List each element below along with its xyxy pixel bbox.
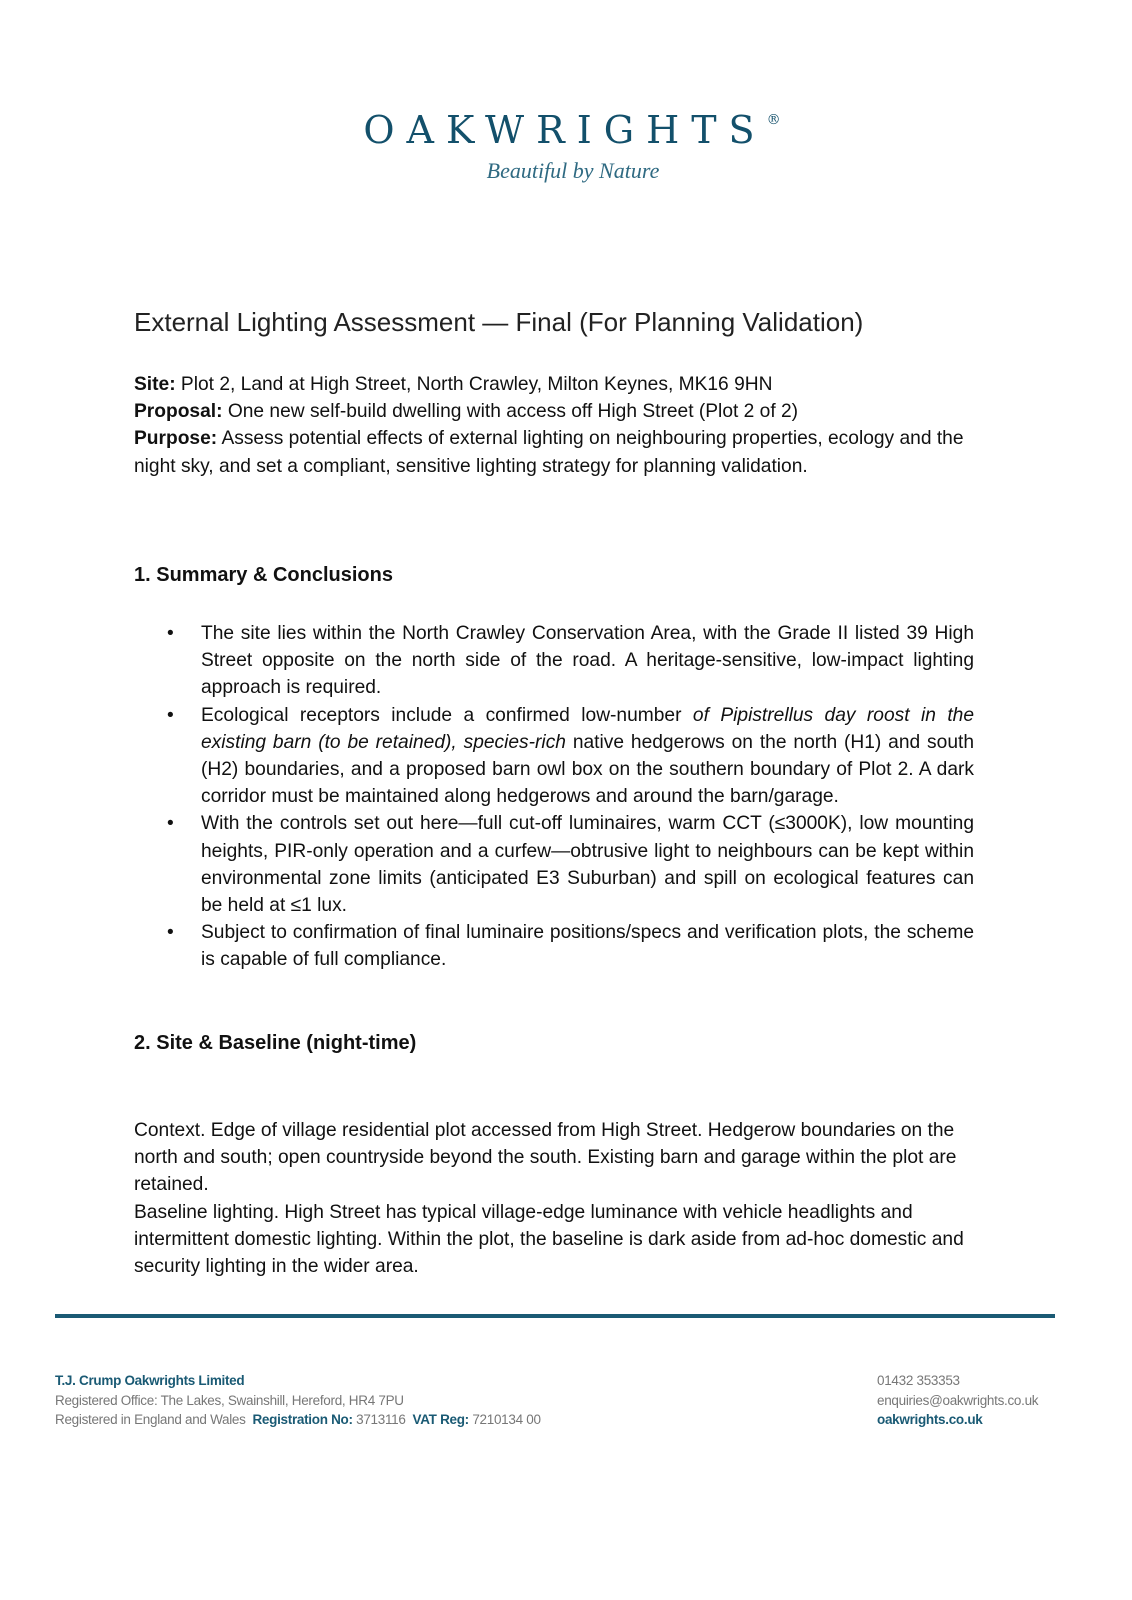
proposal-value: One new self-build dwelling with access off High Street (Plot 2 of 2) bbox=[222, 401, 799, 423]
site-line bbox=[134, 371, 974, 398]
logo-tagline: Beautiful by Nature bbox=[486, 158, 660, 183]
section-heading: 1. Summary & Conclusions bbox=[134, 564, 393, 586]
vat-number: 7210134 00 bbox=[472, 1412, 541, 1427]
footer-left bbox=[55, 1371, 541, 1430]
company-name: T.J. Crump Oakwrights Limited bbox=[55, 1373, 245, 1388]
site-label: Site: bbox=[134, 374, 176, 395]
registered-mark: ® bbox=[766, 112, 781, 128]
list-item: • With the controls set out here—full cut-off luminaires, warm CCT (≤3000K), low mounting heights, PIR-only operation and a curfew—obtrusive light to neighbours can be kept within environmental zone limits (anticipated E3 Suburban) and spill on ecological features can be held at ≤1 lux. bbox=[134, 810, 974, 919]
list-item: • The site lies within the North Crawley Conservation Area, with the Grade II listed 39 High Street opposite on the north side of the road. A heritage-sensitive, low-impact lighting approach is required. bbox=[134, 620, 974, 702]
document-title: External Lighting Assessment — Final (For Planning Validation) bbox=[134, 307, 864, 337]
footer-right bbox=[877, 1371, 1038, 1430]
purpose-label: Purpose: bbox=[134, 428, 218, 450]
email-link[interactable]: enquiries@oakwrights.co.uk bbox=[877, 1392, 1039, 1408]
purpose-line bbox=[134, 425, 974, 479]
reg-label: Registration No: bbox=[252, 1412, 353, 1427]
meta-block bbox=[134, 371, 974, 480]
reg-number: 3713116 bbox=[356, 1412, 406, 1427]
section-heading: 2. Site & Baseline (night-time) bbox=[134, 1032, 417, 1054]
baseline-text bbox=[134, 1117, 974, 1280]
logo-text: OAKWRIGHTS bbox=[363, 108, 767, 152]
text: native hedgerows on the north (H1) and south (H2) boundaries, and a proposed barn owl box on the southern boundary of Plot 2. A dark corridor must be maintained along hedgerows and around the barn/garage. bbox=[201, 731, 974, 808]
footer-divider bbox=[55, 1314, 1055, 1318]
phone: 01432 353353 bbox=[877, 1373, 960, 1388]
baseline-paragraph: Baseline lighting. High Street has typical village-edge luminance with vehicle headlights and intermittent domestic lighting. Within the plot, the baseline is dark aside from ad-hoc domestic and security lighting in the wider area. bbox=[134, 1201, 964, 1278]
registration-text: Registered in England and Wales bbox=[55, 1412, 246, 1427]
logo-wordmark bbox=[0, 108, 1132, 152]
list-item bbox=[134, 702, 974, 811]
context-paragraph: Context. Edge of village residential plot accessed from High Street. Hedgerow boundaries on the north and south; open countryside beyond the south. Existing barn and garage within the plot are retained. bbox=[134, 1120, 957, 1196]
text: Ecological receptors include a confirmed low-number bbox=[201, 704, 693, 726]
website-link[interactable]: oakwrights.co.uk bbox=[877, 1412, 983, 1427]
proposal-label: Proposal: bbox=[134, 401, 223, 423]
purpose-value: Assess potential effects of external lighting on neighbouring properties, ecology and the night sky, and set a compliant, sensitive lighting strategy for planning validation. bbox=[134, 428, 964, 477]
vat-label: VAT Reg: bbox=[412, 1412, 469, 1427]
proposal-line bbox=[134, 398, 974, 425]
summary-list bbox=[134, 620, 974, 974]
italic-text: of Pipistrellus day roost in the existing barn (to be retained), species-rich bbox=[201, 704, 974, 753]
site-value: Plot 2, Land at High Street, North Crawley, Milton Keynes, MK16 9HN bbox=[175, 374, 773, 395]
registered-office: Registered Office: The Lakes, Swainshill, Hereford, HR4 7PU bbox=[55, 1392, 404, 1408]
list-item: • Subject to confirmation of final luminaire positions/specs and verification plots, the scheme is capable of full compliance. bbox=[134, 919, 974, 973]
